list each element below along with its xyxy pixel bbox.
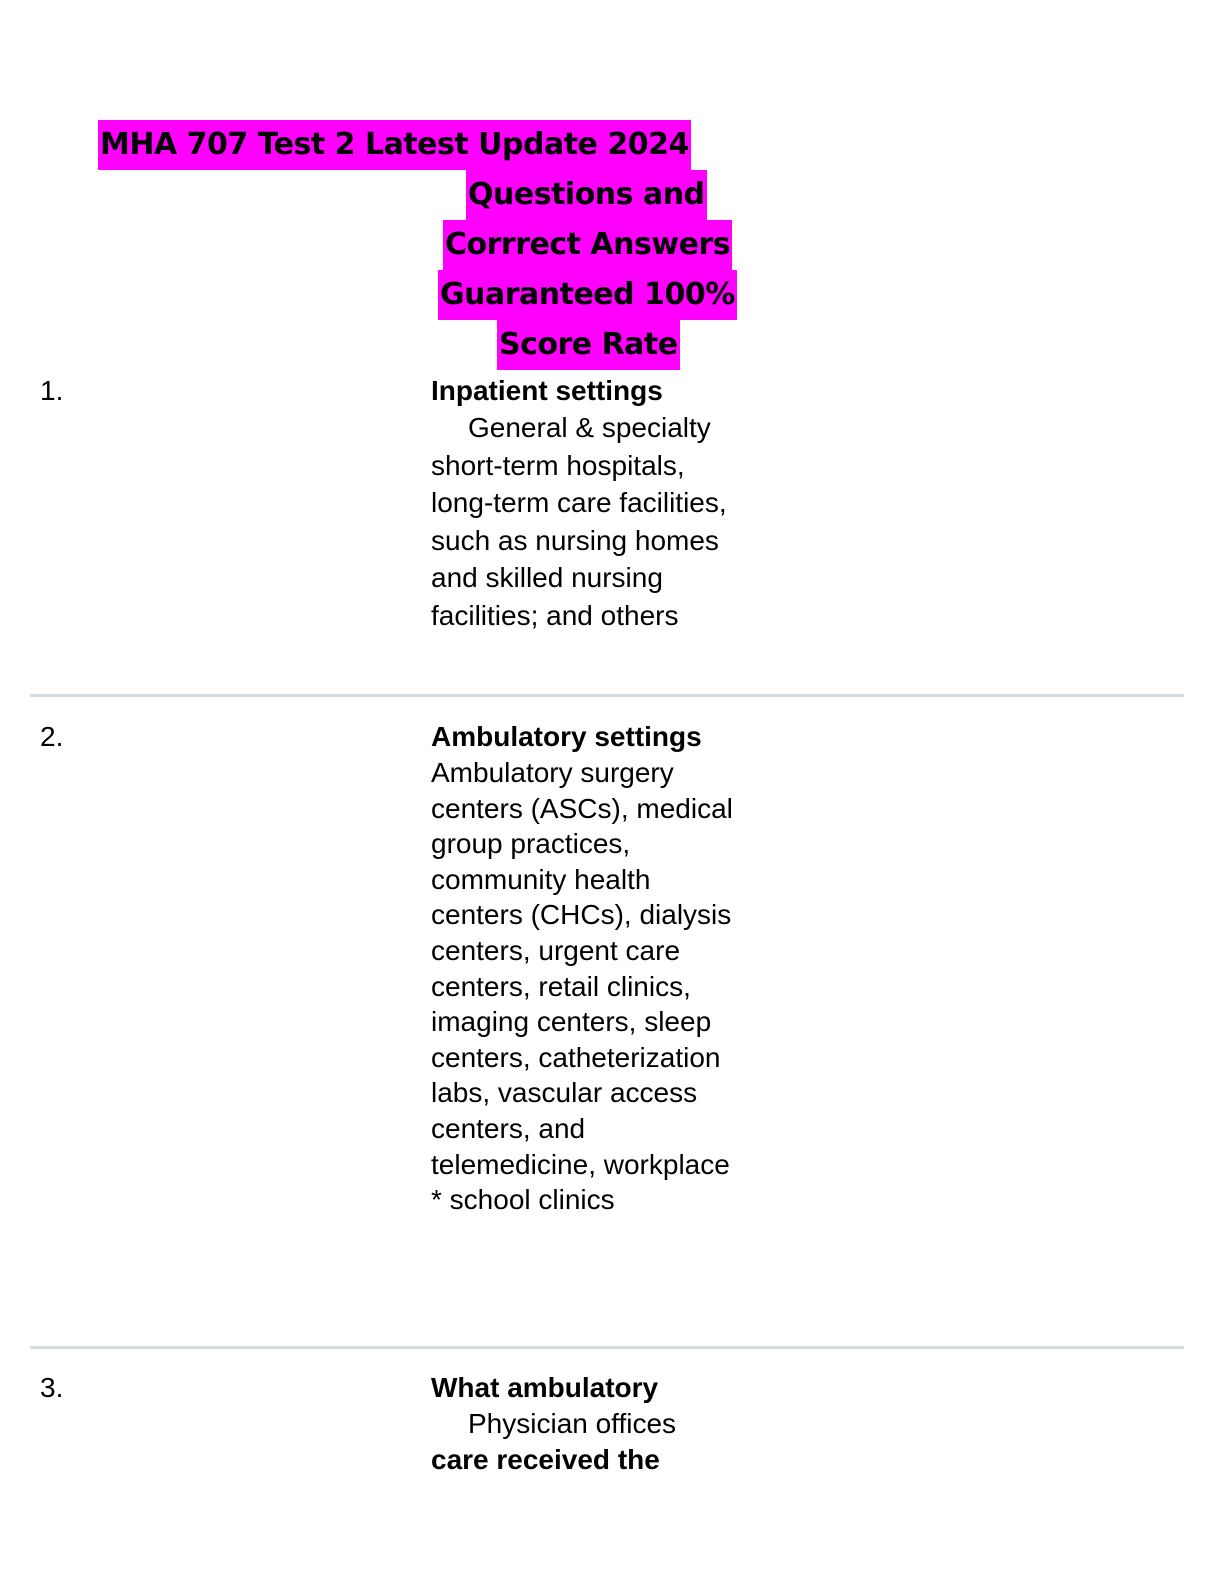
- document-title-line-1: MHA 707 Test 2 Latest Update 2024: [98, 120, 691, 170]
- card-definition: Physician offices: [468, 1408, 677, 1439]
- card-term-continued: care received the: [431, 1444, 660, 1475]
- card-definition: General & specialty short-term hospitals, long-term care facilities, such as nursing homes and skilled nursing facilities; and others: [431, 412, 727, 631]
- card-divider: [30, 1346, 1184, 1349]
- flashcard: [431, 1370, 771, 1478]
- card-number: 1.: [40, 375, 64, 406]
- card-definition: Ambulatory surgery centers (ASCs), medical group practices, community health centers (CHCs), dialysis centers, urgent care centers, retail clinics, imaging centers, sleep centers, catheterization labs, vascular access centers, and telemedicine, workplace * school clinics: [431, 757, 733, 1216]
- card-divider: [30, 694, 1184, 697]
- card-term: Inpatient settings: [431, 375, 663, 406]
- card-number: 2.: [40, 721, 64, 752]
- card-number: 3.: [40, 1372, 64, 1403]
- document-title-line-4: Guaranteed 100%: [438, 270, 737, 320]
- card-term: Ambulatory settings: [431, 721, 702, 752]
- card-term: What ambulatory: [431, 1372, 659, 1403]
- document-title-line-3: Corrrect Answers: [443, 220, 732, 270]
- flashcard: [431, 719, 771, 1218]
- document-title-line-2: Questions and: [466, 170, 707, 220]
- document-title-line-5: Score Rate: [497, 320, 680, 370]
- flashcard: [431, 373, 771, 635]
